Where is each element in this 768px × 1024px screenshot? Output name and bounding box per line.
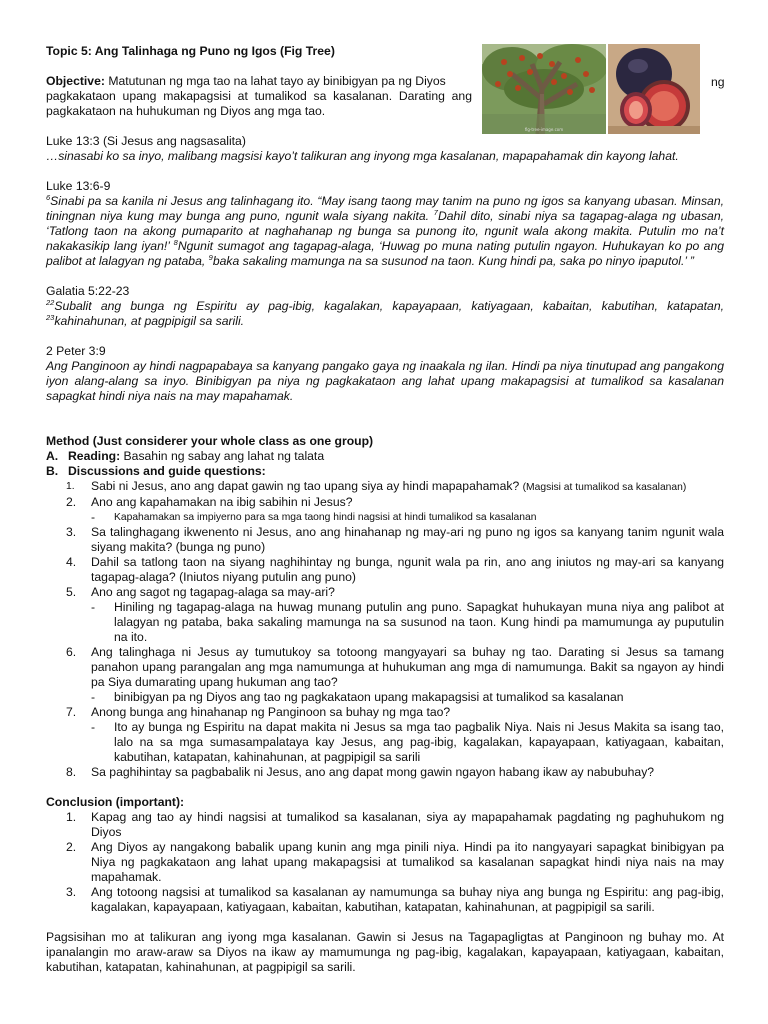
conclusion-item [46, 885, 724, 915]
method-item-b [46, 464, 724, 479]
list-marker: 8. [66, 765, 77, 779]
list-marker: 2. [66, 840, 77, 854]
reading-label: Reading: [68, 449, 121, 463]
question-text: Sa paghihintay sa pagbabalik ni Jesus, ano ang dapat mong gawin ngayon habang ikaw ay nabubuhay? [91, 765, 655, 779]
fig-tree-photo [482, 44, 606, 134]
verse-text: Sinabi pa sa kanila ni Jesus ang talinhagang ito. “May isang taong may tanim na puno ng igos sa kanyang ubasan. Minsan, tiningnan niya kung may bunga ang puno, ngunit wala siyang nakita. [46, 194, 724, 223]
list-marker: 3. [66, 525, 77, 539]
list-marker: 1. [66, 481, 75, 492]
question-text: Ano ang sagot ng tagapag-alaga sa may-ari? [91, 585, 335, 599]
questions-list [46, 479, 724, 780]
question-item [46, 585, 724, 600]
question-text: Anong bunga ang hinahanap ng Panginoon sa buhay ng mga tao? [91, 705, 451, 719]
list-marker: 3. [66, 885, 77, 899]
verse-number: 22 [46, 297, 55, 307]
question-item [46, 525, 724, 555]
fig-tree-caption: fig-tree-image.com [524, 127, 564, 132]
verse-number: 8 [173, 237, 178, 247]
objective-tail: ng [711, 75, 725, 89]
verse-text: baka sakaling mamunga na sa susunod na taon. Kung hindi pa, saka po ninyo ipaputol.’ ” [212, 254, 694, 268]
answer-item [46, 510, 724, 525]
verse-text: Ngunit sumagot ang tagapag-alaga, ‘Huwag po muna nating putulin ngayon. Huhukayan ko po ang palibot at lalagyan ng pataba, [46, 239, 724, 268]
answer-item [46, 720, 724, 765]
luke13-3-heading [46, 134, 724, 149]
document-page [46, 44, 724, 975]
question-item [46, 479, 724, 495]
luke13-3-text: …sinasabi ko sa inyo, malibang magsisi kayo’t talikuran ang inyong mga kasalanan, mapapahamak din kayong lahat. [46, 149, 679, 163]
list-marker: 1. [66, 810, 77, 824]
luke13-3-ref: Luke 13:3 [46, 134, 100, 148]
question-text: Sa talinghagang ikwenento ni Jesus, ano ang hinahanap ng may-ari ng puno ng igos sa kanyang tanim ngunit wala siyang makita? (bunga ng puno) [91, 525, 724, 554]
question-text: Sabi ni Jesus, ano ang dapat gawin ng tao upang siya ay hindi mapapahamak? [91, 479, 520, 493]
verse-number: 9 [208, 252, 213, 262]
objective-rest: pagkakataon upang makapagsisi at tumalikod sa kasalanan. Darating ang pagkakataon na huhukuman ng Diyos ang mga tao. [46, 89, 472, 118]
luke13-3-note: (Si Jesus ang nagsasalita) [102, 134, 246, 148]
peter-text: Ang Panginoon ay hindi nagpapabaya sa kanyang pangako gaya ng inaakala ng ilan. Hindi pa niya tinutupad ang pangakong iyon alang-alang sa inyo. Binibigyan pa niya ng pagkakataon ang lahat upang makapagsisi at tumalikod sa kasalanan sapagkat hindi niya nais na may mapahamak. [46, 359, 724, 403]
verse-number: 23 [46, 312, 55, 322]
objective-paragraph [46, 74, 472, 89]
verse-number: 6 [46, 192, 51, 202]
reading-text: Basahin ng sabay ang lahat ng talata [123, 449, 325, 463]
answer-text: Ito ay bunga ng Espiritu na dapat makita ni Jesus sa mga tao pagbalik Niya. Nais ni Jesus Makita sa isang tao, lalo na sa mga sumasampalataya kay Jesus, ang pag-ibig, kagalakan, kapayapaan, katiyagaan, kabaitan, kabutihan, katapatan, kahinahunan, at pagpipigil sa sarili [114, 720, 724, 764]
question-item [46, 645, 724, 690]
verse-text: Subalit ang bunga ng Espiritu ay pag-ibig, kagalakan, kapayapaan, katiyagaan, kabaitan, kabutihan, katapatan, [54, 299, 724, 313]
header-section [46, 44, 725, 132]
question-item [46, 705, 724, 720]
dash-marker: - [91, 600, 96, 614]
list-marker: B. [46, 464, 59, 478]
question-text: Ang talinghaga ni Jesus ay tumutukoy sa totoong mangyayari sa buhay ng tao. Darating si Jesus sa tamang panahon upang parangalan ang mga namumunga at huhukuman ang mga di namumunga. Bakit sa ngayon ay hindi pa Siya dumarating upang hukuman ang tao? [91, 645, 724, 689]
verse-number: 7 [433, 207, 438, 217]
peter-ref: 2 Peter 3:9 [46, 344, 106, 358]
answer-text: binibigyan pa ng Diyos ang tao ng pagkakataon upang makapagsisi at tumalikod sa kasalanan [114, 690, 624, 704]
discussion-label: Discussions and guide questions: [68, 464, 266, 478]
galatia-text [46, 299, 724, 329]
dash-marker: - [91, 690, 96, 704]
conclusion-item [46, 810, 724, 840]
fig-fruit-photo [608, 44, 700, 134]
question-item [46, 765, 724, 780]
conclusion-item [46, 840, 724, 885]
question-text: Dahil sa tatlong taon na siyang naghihintay ng bunga, ngunit wala pa rin, ano ang iniutos ng may-ari sa kanyang tagapag-alaga? (Iniutos niyang putulin ang puno) [91, 555, 724, 584]
conclusion-text: Kapag ang tao ay hindi nagsisi at tumalikod sa kasalanan, siya ay mapapahamak pagdating ng paghuhukom ng Diyos [91, 810, 724, 839]
galatia-ref: Galatia 5:22-23 [46, 284, 130, 298]
objective-text: Matutunan ng mga tao na lahat tayo ay binibigyan pa ng Diyos [108, 74, 446, 88]
list-marker: 4. [66, 555, 77, 569]
closing-paragraph: Pagsisihan mo at talikuran ang iyong mga kasalanan. Gawin si Jesus na Tagapagligtas at Panginoon ng buhay mo. At ipanalangin mo araw-araw sa Diyos na ikaw ay mamumunga ng pag-ibig, kagalakan, kapayapaan, katiyagaan, kabaitan, kabutihan, katapatan, kahinahunan, at pagpipigil sa sarili. [46, 930, 724, 974]
conclusion-list [46, 810, 724, 915]
luke13-6-ref: Luke 13:6-9 [46, 179, 111, 193]
conclusion-text: Ang totoong nagsisi at tumalikod sa kasalanan ay namumunga sa buhay niya ang bunga ng Espiritu: ang pag-ibig, kagalakan, kapayapaan, katiyagaan, kabaitan, kabutihan, katapatan, kahinahunan, at pagpipigil sa sarili. [91, 885, 724, 914]
verse-text: kahinahunan, at pagpipigil sa sarili. [54, 314, 245, 328]
objective-label: Objective: [46, 74, 105, 88]
conclusion-title: Conclusion (important): [46, 795, 185, 809]
answer-item [46, 600, 724, 645]
answer-item [46, 690, 724, 705]
question-item [46, 555, 724, 585]
list-marker: 7. [66, 705, 77, 719]
list-marker: 2. [66, 495, 77, 509]
list-marker: 5. [66, 585, 77, 599]
question-item [46, 495, 724, 510]
question-text: Ano ang kapahamakan na ibig sabihin ni Jesus? [91, 495, 353, 509]
question-answer: (Magsisi at tumalikod sa kasalanan) [522, 482, 687, 493]
answer-text: Hiniling ng tagapag-alaga na huwag munang putulin ang puno. Sapagkat huhukayan muna niya ang palibot at lalagyan ng pataba, baka sakaling mamunga na sa susunod na taon. Kung hindi pa mamumunga ay puputulin na ito. [114, 600, 724, 644]
answer-text: Kapahamakan sa impiyerno para sa mga taong hindi nagsisi at hindi tumalikod sa kasalanan [114, 512, 537, 523]
dash-marker: - [91, 720, 96, 734]
luke13-6-text [46, 194, 724, 269]
verse-text: Dahil dito, sinabi niya sa tagapag-alaga ng ubasan, ‘Tatlong taon na akong pumaparito at naghahanap ng bunga sa punong ito, ngunit wala akong makita. Putulin mo na’t nakakasikip lang iyan!’ [46, 209, 724, 253]
topic-title: Topic 5: Ang Talinhaga ng Puno ng Igos (Fig Tree) [46, 44, 335, 58]
conclusion-text: Ang Diyos ay nangakong babalik upang kunin ang mga pinili niya. Hindi pa ito nangyayari sapagkat binibigyan pa Niya ng pagkakataon ang lahat upang makapagsisi at tumalikod sa kasalanan sapagkat hindi niya nais na may mapahamak. [91, 840, 724, 884]
list-marker: 6. [66, 645, 77, 659]
dash-marker: - [91, 510, 96, 524]
method-title: Method (Just considerer your whole class as one group) [46, 434, 374, 448]
method-item-a [46, 449, 724, 464]
list-marker: A. [46, 449, 59, 463]
